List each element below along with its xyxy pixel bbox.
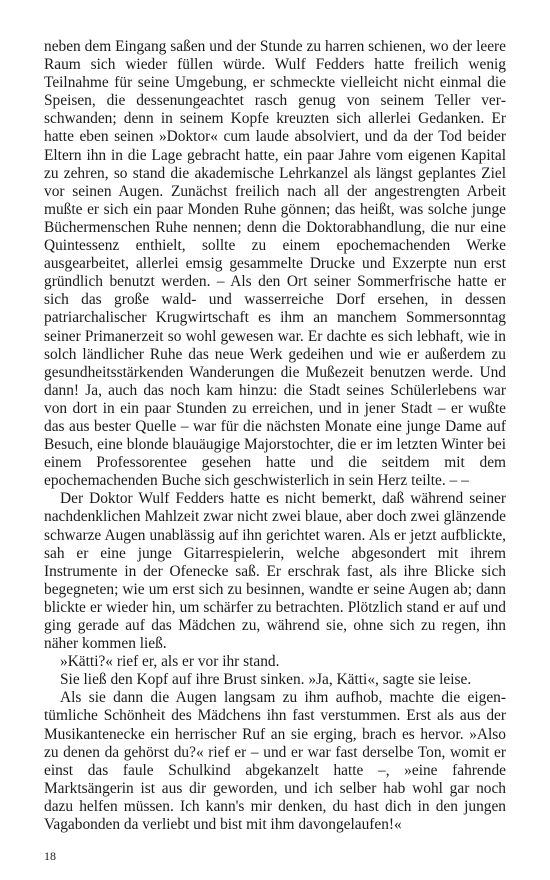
paragraph-5: Als sie dann die Augen langsam zu ihm aufhob, machte die eigentümliche Schönheit des Mädchens ihn fast verstummen. Erst als aus der Musikantenecke ein herrischer Ruf an sie erging, brach es hervor. »Also zu denen da gehörst du?« rief er – und er war fast derselbe Ton, womit er einst das faule Schulkind abgekanzelt hatte –, »eine fahrende Marktsängerin ist aus dir geworden, und ich selber hab wohl gar noch dazu helfen müssen. Ich kann's mir denken, du hast dich in den jungen Vagabonden da verliebt und bist mit ihm davongelaufen!«	[44, 689, 506, 834]
paragraph-2: Der Doktor Wulf Fedders hatte es nicht bemerkt, daß während seiner nachdenklichen Mahlzeit zwar nicht zwei blaue, aber doch zwei glänzende schwarze Augen unablässig auf ihn gerichtet waren. Als er jetzt aufblickte, sah er eine junge Gitarrespielerin, welche abgesondert mit ihrem Instrumente in der Ofenecke saß. Er erschrak fast, als ihre Blicke sich begegneten; wie um erst sich zu besinnen, wandte er seine Augen ab; dann blickte er wieder hin, um schärfer zu betrachten. Plötzlich stand er auf und ging gerade auf das Mädchen zu, während sie, ohne sich zu regen, ihn näher kommen ließ.	[44, 490, 506, 653]
page-body	[44, 38, 506, 834]
page-number: 18	[44, 849, 56, 863]
paragraph-1: neben dem Eingang saßen und der Stunde zu harren schienen, wo der leere Raum sich wieder füllen würde. Wulf Fedders hatte freilich wenig Teilnahme für seine Umgebung, er schmeckte vielleicht nicht einmal die Speisen, die dessenungeachtet rasch genug von seinem Teller verschwanden; denn in seinem Kopfe kreuzten sich allerlei Gedanken. Er hatte eben seinen »Doktor« cum laude absolviert, und da der Tod beider Eltern ihn in die Lage gebracht hatte, ein paar Jahre vom eigenen Kapital zu zehren, so stand die akademische Lehrkanzel als längst geplantes Ziel vor seinen Augen. Zunächst freilich nach all der angestrengten Arbeit mußte er sich ein paar Monden Ruhe gönnen; das heißt, was solche junge Büchermenschen Ruhe nennen; denn die Doktorabhandlung, die nur eine Quintessenz enthielt, sollte zu einem epochemachenden Werke ausgearbeitet, allerlei emsig gesammelte Drucke und Exzerpte nun erst gründlich benutzt werden. – Als den Ort seiner Sommerfrische hatte er sich das große wald- und wasserreiche Dorf ersehen, in dessen patriarchalischer Krugwirtschaft es ihm an manchem Sommersonntag seiner Primanerzeit so wohl gewesen war. Er dachte es sich lebhaft, wie in solch ländlicher Ruhe das neue Werk gedeihen und wie er außerdem zu gesundheitsstärkenden Wanderungen die Mußezeit benutzen werde. Und dann! Ja, auch das noch kam hinzu: die Stadt seines Schülerlebens war von dort in ein paar Stunden zu erreichen, und in jener Stadt – er wußte das aus bester Quelle – war für die nächsten Monate eine junge Dame auf Besuch, eine blonde blauäugige Majorstochter, die er im letzten Winter bei einem Professorentee gesehen hatte und die seitdem mit dem epochemachenden Buche sich geschwisterlich in sein Herz teilte. – –	[44, 38, 506, 490]
paragraph-4: Sie ließ den Kopf auf ihre Brust sinken. »Ja, Kätti«, sagte sie leise.	[60, 671, 472, 689]
paragraph-3: »Kätti?« rief er, als er vor ihr stand.	[60, 653, 280, 671]
